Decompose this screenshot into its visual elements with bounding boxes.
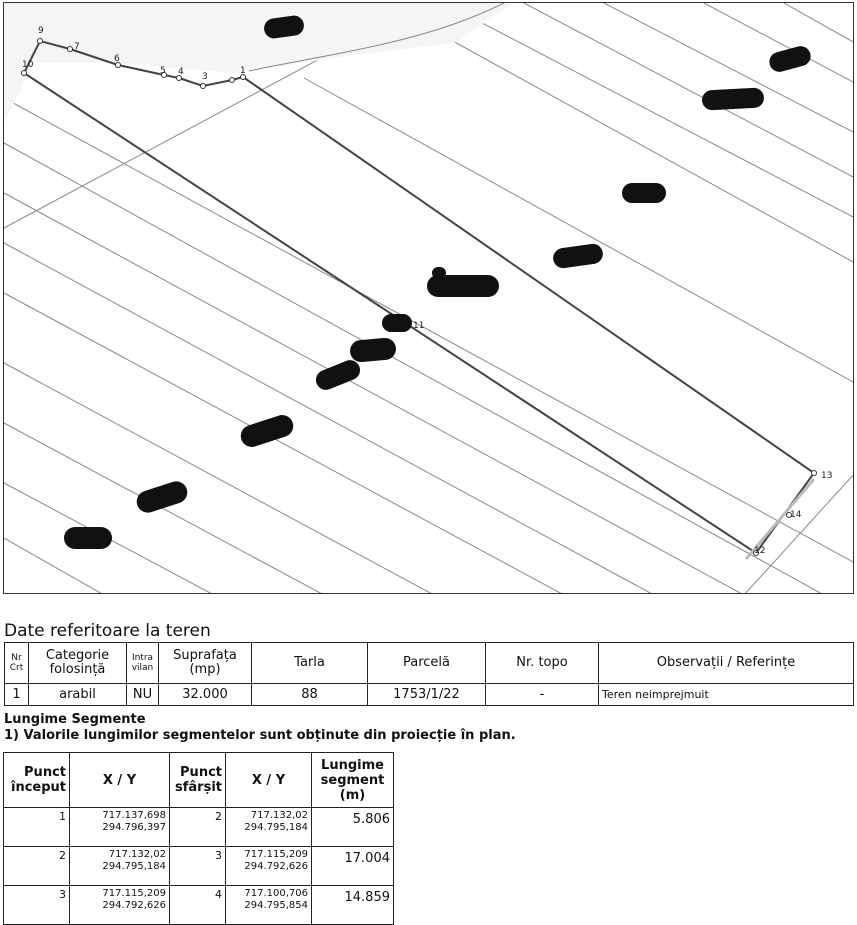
cell-length: 14.859	[312, 886, 394, 925]
coord-x: 717.132,02	[250, 810, 308, 821]
cell-xy-end	[226, 808, 312, 847]
col-suprafata: Suprafața (mp)	[159, 643, 252, 684]
cell-xy-end	[226, 886, 312, 925]
cell-categorie: arabil	[29, 684, 127, 706]
table-row	[4, 886, 394, 925]
vertex-label-5: 5	[160, 66, 166, 76]
col-xy-start: X / Y	[70, 753, 170, 808]
coord-y: 294.795,854	[244, 900, 308, 911]
coord-x: 717.115,209	[244, 849, 308, 860]
col-lungime: Lungime segment (m)	[312, 753, 394, 808]
col-nr-crt: Nr Crt	[5, 643, 29, 684]
cell-nr-topo: -	[486, 684, 599, 706]
coord-x: 717.132,02	[108, 849, 166, 860]
cell-end: 4	[170, 886, 226, 925]
coord-y: 294.792,626	[102, 900, 166, 911]
table-row	[4, 847, 394, 886]
col-punct-inceput: Punct început	[4, 753, 70, 808]
cell-start: 3	[4, 886, 70, 925]
segments-table	[3, 752, 394, 925]
col-intravilan: Intra vilan	[127, 643, 159, 684]
cell-end: 2	[170, 808, 226, 847]
vertex-label-1: 1	[240, 66, 246, 76]
land-data-table	[4, 642, 854, 706]
segments-heading: Lungime Segmente	[4, 712, 146, 727]
col-nr-topo: Nr. topo	[486, 643, 599, 684]
vertex-label-9: 9	[38, 26, 44, 36]
coord-y: 294.795,184	[244, 822, 308, 833]
cell-xy-end	[226, 847, 312, 886]
segments-note: 1) Valorile lungimilor segmentelor sunt obținute din proiecție în plan.	[4, 728, 516, 743]
col-xy-end: X / Y	[226, 753, 312, 808]
segments-table-header	[4, 753, 394, 808]
parcel-outline	[24, 41, 814, 559]
col-parcela: Parcelă	[368, 643, 486, 684]
coord-x: 717.137,698	[102, 810, 166, 821]
land-table-header	[5, 643, 854, 684]
cell-start: 2	[4, 847, 70, 886]
col-punct-sfarsit: Punct sfârșit	[170, 753, 226, 808]
coord-y: 294.792,626	[244, 861, 308, 872]
vertex-label-13: 13	[821, 471, 833, 481]
vertex-label-11: 11	[413, 321, 425, 331]
cell-observatii: Teren neimprejmuit	[599, 684, 854, 706]
vertex-label-6: 6	[114, 54, 120, 64]
cell-intravilan: NU	[127, 684, 159, 706]
table-row	[5, 684, 854, 706]
cell-suprafata: 32.000	[159, 684, 252, 706]
land-section-title: Date referitoare la teren	[4, 621, 211, 641]
vertex-label-4: 4	[178, 67, 184, 77]
plan-drawing	[4, 3, 854, 594]
redaction-marks	[64, 14, 813, 549]
vertex-label-10: 10	[22, 60, 34, 70]
vertex-label-12: 12	[754, 546, 766, 556]
coord-x: 717.115,209	[102, 888, 166, 899]
cell-tarla: 88	[252, 684, 368, 706]
cell-nr: 1	[5, 684, 29, 706]
col-observatii: Observații / Referințe	[599, 643, 854, 684]
segments-section-title	[4, 712, 516, 744]
vertex-label-14: 14	[790, 510, 802, 520]
coord-x: 717.100,706	[244, 888, 308, 899]
table-row	[4, 808, 394, 847]
cell-parcela: 1753/1/22	[368, 684, 486, 706]
cell-length: 17.004	[312, 847, 394, 886]
parcel-vertices	[22, 39, 817, 556]
col-tarla: Tarla	[252, 643, 368, 684]
col-categorie: Categorie folosință	[29, 643, 127, 684]
cell-start: 1	[4, 808, 70, 847]
coord-y: 294.796,397	[102, 822, 166, 833]
coord-y: 294.795,184	[102, 861, 166, 872]
cell-xy-start	[70, 886, 170, 925]
cell-length: 5.806	[312, 808, 394, 847]
vertex-label-7: 7	[74, 42, 80, 52]
vertex-label-3: 3	[202, 72, 208, 82]
cadastral-plan	[3, 2, 854, 594]
cell-xy-start	[70, 808, 170, 847]
cell-xy-start	[70, 847, 170, 886]
cell-end: 3	[170, 847, 226, 886]
